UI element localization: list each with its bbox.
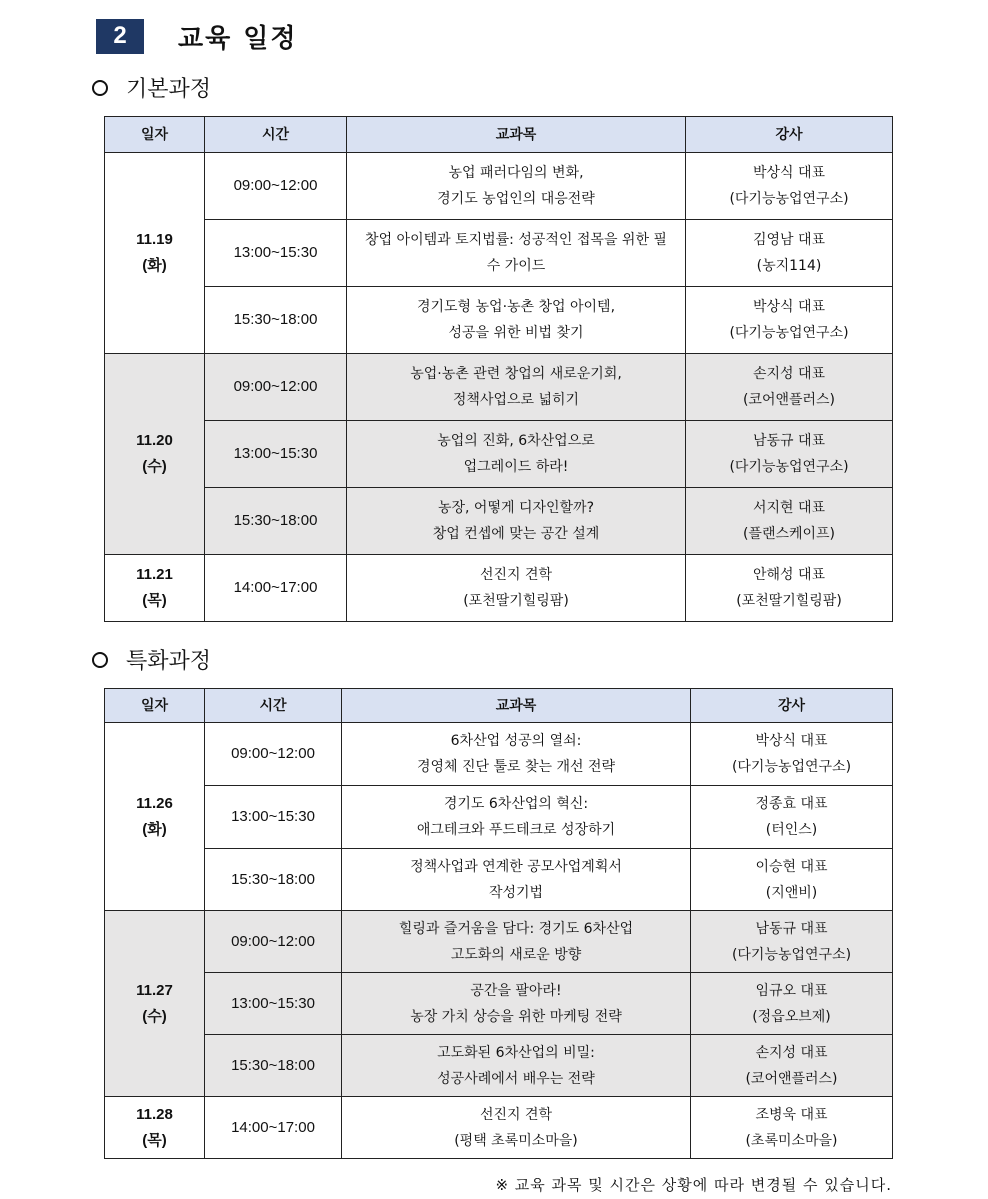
time-cell: 14:00~17:00 <box>205 555 347 622</box>
subject-line: (평택 초록미소마을) <box>454 1132 578 1149</box>
table-row <box>105 421 893 488</box>
session-date: 11.27 <box>136 981 173 999</box>
section-number-badge: 2 <box>96 19 144 54</box>
header-subject: 교과목 <box>347 117 686 153</box>
session-date: 11.28 <box>136 1105 173 1123</box>
time-cell: 13:00~15:30 <box>205 421 347 488</box>
subject-line: 정책사업과 연계한 공모사업계획서 <box>410 858 622 875</box>
special-course-table <box>104 688 893 1159</box>
table-row <box>105 488 893 555</box>
instructor-line: (코어앤플러스) <box>745 1070 838 1087</box>
table-row <box>105 287 893 354</box>
special-course-label: 특화과정 <box>126 649 212 674</box>
instructor-cell <box>686 421 893 488</box>
basic-course-title <box>92 72 211 103</box>
session-weekday: (수) <box>142 1007 167 1025</box>
subject-cell <box>347 220 686 287</box>
date-cell <box>105 153 205 354</box>
subject-line: 6차산업 성공의 열쇠: <box>450 733 582 749</box>
time-cell: 09:00~12:00 <box>205 153 347 220</box>
instructor-line: (다기능농업연구소) <box>731 946 852 963</box>
subject-line: 경기도 6차산업의 혁신: <box>443 796 589 812</box>
schedule-footnote: ※ 교육 과목 및 시간은 상황에 따라 변경될 수 있습니다. <box>495 1176 892 1194</box>
circle-bullet-icon <box>92 652 108 668</box>
instructor-cell <box>691 1097 893 1159</box>
header-instructor: 강사 <box>691 689 893 723</box>
subject-line: 경영체 진단 툴로 찾는 개선 전략 <box>416 759 616 775</box>
subject-line: 선진지 견학 <box>479 1106 553 1123</box>
subject-line: 농업의 진화, 6차산업으로 <box>437 433 595 449</box>
session-date: 11.26 <box>136 794 173 812</box>
instructor-line: 손지성 대표 <box>755 1044 828 1061</box>
circle-bullet-icon <box>92 80 108 96</box>
session-date: 11.21 <box>136 566 173 583</box>
instructor-cell <box>691 723 893 786</box>
date-cell <box>105 1097 205 1159</box>
table-row <box>105 973 893 1035</box>
subject-cell <box>347 153 686 220</box>
section-heading <box>96 18 298 54</box>
subject-line: 성공을 위한 비법 찾기 <box>448 325 584 341</box>
time-cell: 13:00~15:30 <box>205 973 342 1035</box>
subject-line: 선진지 견학 <box>479 567 553 583</box>
subject-line: 고도화된 6차산업의 비밀: <box>437 1044 595 1061</box>
date-cell <box>105 354 205 555</box>
section-heading-title: 교육 일정 <box>178 23 298 54</box>
instructor-line: 남동규 대표 <box>752 433 826 449</box>
subject-cell <box>342 1035 691 1097</box>
table-header-row <box>105 689 893 723</box>
instructor-line: 임규오 대표 <box>755 982 828 999</box>
time-cell: 14:00~17:00 <box>205 1097 342 1159</box>
instructor-line: (지앤비) <box>765 884 818 901</box>
instructor-line: 박상식 대표 <box>755 733 828 749</box>
subject-line: (포천딸기힐링팜) <box>463 593 569 609</box>
instructor-cell <box>691 1035 893 1097</box>
instructor-cell <box>691 849 893 911</box>
subject-line: 창업 컨셉에 맞는 공간 설계 <box>432 526 600 542</box>
session-date: 11.20 <box>136 432 173 449</box>
instructor-line: 이승현 대표 <box>755 858 828 875</box>
header-time: 시간 <box>205 689 342 723</box>
time-cell: 15:30~18:00 <box>205 1035 342 1097</box>
time-cell: 09:00~12:00 <box>205 911 342 973</box>
instructor-cell <box>686 153 893 220</box>
instructor-line: 손지성 대표 <box>752 366 826 382</box>
subject-cell <box>347 555 686 622</box>
subject-line: 농업·농촌 관련 창업의 새로운기회, <box>410 366 622 382</box>
instructor-line: (포천딸기힐링팜) <box>736 593 842 609</box>
subject-cell <box>347 354 686 421</box>
time-cell: 13:00~15:30 <box>205 220 347 287</box>
instructor-cell <box>686 220 893 287</box>
table-row <box>105 1097 893 1159</box>
instructor-line: (다기능농업연구소) <box>729 325 849 341</box>
session-date: 11.19 <box>136 231 173 248</box>
instructor-line: 조병욱 대표 <box>755 1106 828 1123</box>
instructor-line: (농지114) <box>756 258 822 274</box>
subject-cell <box>347 287 686 354</box>
basic-course-table <box>104 116 893 622</box>
subject-line: 업그레이드 하라! <box>463 459 569 475</box>
subject-line: 고도화의 새로운 방향 <box>450 946 582 963</box>
subject-line: 창업 아이템과 토지법률: 성공적인 접목을 위한 필 <box>365 232 667 248</box>
table-row <box>105 354 893 421</box>
subject-cell <box>342 1097 691 1159</box>
instructor-line: (다기능농업연구소) <box>729 191 849 207</box>
subject-line: 공간을 팔아라! <box>470 982 562 999</box>
table-row <box>105 1035 893 1097</box>
subject-cell <box>347 488 686 555</box>
subject-cell <box>342 849 691 911</box>
header-subject: 교과목 <box>342 689 691 723</box>
basic-course-label: 기본과정 <box>126 77 212 102</box>
subject-cell <box>342 723 691 786</box>
instructor-cell <box>691 786 893 849</box>
instructor-cell <box>686 287 893 354</box>
instructor-line: (터인스) <box>765 822 818 838</box>
instructor-cell <box>691 973 893 1035</box>
table-row <box>105 786 893 849</box>
instructor-line: (정읍오브제) <box>752 1008 831 1025</box>
instructor-cell <box>686 488 893 555</box>
time-cell: 09:00~12:00 <box>205 354 347 421</box>
subject-cell <box>342 973 691 1035</box>
instructor-line: 서지현 대표 <box>752 500 826 516</box>
instructor-line: 박상식 대표 <box>752 299 826 315</box>
date-cell <box>105 555 205 622</box>
instructor-line: 정종효 대표 <box>755 796 828 812</box>
subject-line: 정책사업으로 넓히기 <box>452 392 580 408</box>
subject-cell <box>342 911 691 973</box>
subject-line: 농장 가치 상승을 위한 마케팅 전략 <box>410 1008 622 1025</box>
instructor-cell <box>686 555 893 622</box>
subject-line: 경기도 농업인의 대응전략 <box>437 191 595 207</box>
table-row <box>105 849 893 911</box>
header-date: 일자 <box>105 689 205 723</box>
table-row <box>105 723 893 786</box>
session-weekday: (수) <box>142 458 167 475</box>
instructor-line: 박상식 대표 <box>752 165 826 181</box>
instructor-line: (플랜스케이프) <box>742 526 836 542</box>
time-cell: 15:30~18:00 <box>205 287 347 354</box>
date-cell <box>105 723 205 911</box>
table-row <box>105 911 893 973</box>
table-header-row <box>105 117 893 153</box>
instructor-cell <box>686 354 893 421</box>
special-course-title <box>92 644 211 675</box>
subject-line: 작성기법 <box>488 884 544 901</box>
time-cell: 15:30~18:00 <box>205 849 342 911</box>
time-cell: 13:00~15:30 <box>205 786 342 849</box>
table-row <box>105 555 893 622</box>
table-row <box>105 153 893 220</box>
instructor-line: (다기능농업연구소) <box>729 459 849 475</box>
header-instructor: 강사 <box>686 117 893 153</box>
header-date: 일자 <box>105 117 205 153</box>
instructor-line: (코어앤플러스) <box>742 392 836 408</box>
instructor-line: (다기능농업연구소) <box>731 759 852 775</box>
subject-cell <box>342 786 691 849</box>
session-weekday: (목) <box>142 1131 167 1149</box>
session-weekday: (화) <box>142 257 167 274</box>
subject-line: 수 가이드 <box>486 258 546 274</box>
instructor-line: (초록미소마을) <box>745 1132 838 1149</box>
subject-cell <box>347 421 686 488</box>
subject-line: 농장, 어떻게 디자인할까? <box>437 500 595 516</box>
time-cell: 09:00~12:00 <box>205 723 342 786</box>
table-row <box>105 220 893 287</box>
date-cell <box>105 911 205 1097</box>
subject-line: 성공사례에서 배우는 전략 <box>437 1070 595 1087</box>
header-time: 시간 <box>205 117 347 153</box>
subject-line: 애그테크와 푸드테크로 성장하기 <box>416 822 616 838</box>
subject-line: 농업 패러다임의 변화, <box>448 165 584 181</box>
subject-line: 경기도형 농업·농촌 창업 아이템, <box>416 299 616 315</box>
time-cell: 15:30~18:00 <box>205 488 347 555</box>
session-weekday: (목) <box>142 592 167 609</box>
session-weekday: (화) <box>142 820 167 838</box>
instructor-cell <box>691 911 893 973</box>
instructor-line: 안해성 대표 <box>752 567 826 583</box>
subject-line: 힐링과 즐거움을 담다: 경기도 6차산업 <box>398 920 634 937</box>
instructor-line: 남동규 대표 <box>755 920 828 937</box>
instructor-line: 김영남 대표 <box>752 232 826 248</box>
